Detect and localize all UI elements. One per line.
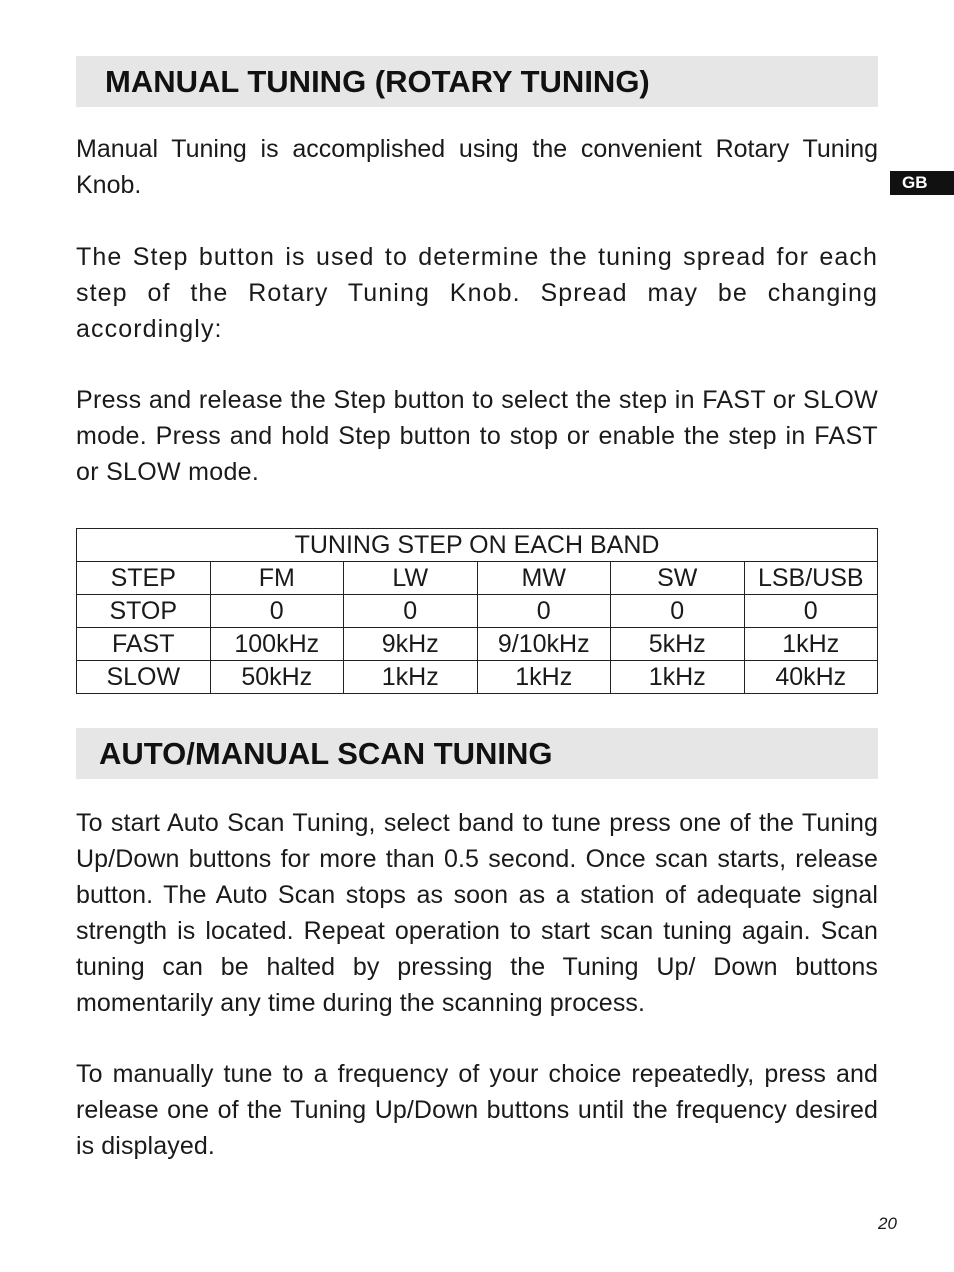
language-tab-gb: GB xyxy=(890,171,954,195)
table-cell: 0 xyxy=(344,595,478,628)
table-cell: SLOW xyxy=(77,661,211,694)
table-cell: 50kHz xyxy=(210,661,344,694)
paragraph-step-modes: Press and release the Step button to select the step in FAST or SLOW mode. Press and hold Step button to stop or enable the step in FAST or SLOW mode. xyxy=(76,386,878,486)
table-cell: 1kHz xyxy=(477,661,611,694)
table-header-row xyxy=(77,562,878,595)
table-header-cell: FM xyxy=(210,562,344,595)
table-cell: 0 xyxy=(477,595,611,628)
table-row xyxy=(77,595,878,628)
table-cell: 100kHz xyxy=(210,628,344,661)
table-cell: 40kHz xyxy=(744,661,878,694)
tuning-step-table xyxy=(76,528,878,694)
paragraph-manual-tuning-intro: Manual Tuning is accomplished using the convenient Rotary Tuning Knob. xyxy=(76,135,878,199)
table-cell: 0 xyxy=(744,595,878,628)
section-heading-manual-tuning xyxy=(76,56,878,107)
table-cell: 9/10kHz xyxy=(477,628,611,661)
table-cell: 1kHz xyxy=(344,661,478,694)
table-cell: 9kHz xyxy=(344,628,478,661)
table-header-cell: MW xyxy=(477,562,611,595)
section-heading-text: MANUAL TUNING (ROTARY TUNING) xyxy=(105,64,650,99)
table-title-row xyxy=(77,529,878,562)
table-cell: STOP xyxy=(77,595,211,628)
paragraph-manual-scan: To manually tune to a frequency of your choice repeatedly, press and release one of the Tuning Up/Down buttons until the frequency desired is displayed. xyxy=(76,1060,878,1160)
table-header-cell: LW xyxy=(344,562,478,595)
table-header-cell: SW xyxy=(611,562,745,595)
table-cell: 0 xyxy=(611,595,745,628)
section-heading-scan-tuning xyxy=(76,728,878,779)
table-cell: 1kHz xyxy=(744,628,878,661)
paragraph-step-button: The Step button is used to determine the tuning spread for each step of the Rotary Tuning Knob. Spread may be changing accordingly: xyxy=(76,243,878,343)
section-heading-text: AUTO/MANUAL SCAN TUNING xyxy=(99,736,553,771)
table-row xyxy=(77,661,878,694)
table-cell: FAST xyxy=(77,628,211,661)
table-header-cell: STEP xyxy=(77,562,211,595)
table-cell: 0 xyxy=(210,595,344,628)
table-cell: 1kHz xyxy=(611,661,745,694)
page-number: 20 xyxy=(878,1214,897,1233)
table-header-cell: LSB/USB xyxy=(744,562,878,595)
paragraph-auto-scan: To start Auto Scan Tuning, select band to tune press one of the Tuning Up/Down buttons for more than 0.5 second. Once scan starts, release button. The Auto Scan stops as soon as a station of adequate signal strength is located. Repeat operation to start scan tuning again. Scan tuning can be halted by pressing the Tuning Up/ Down buttons momentarily any time during the scanning process. xyxy=(76,809,878,1017)
table-row xyxy=(77,628,878,661)
table-cell: 5kHz xyxy=(611,628,745,661)
table-title: TUNING STEP ON EACH BAND xyxy=(77,529,878,562)
